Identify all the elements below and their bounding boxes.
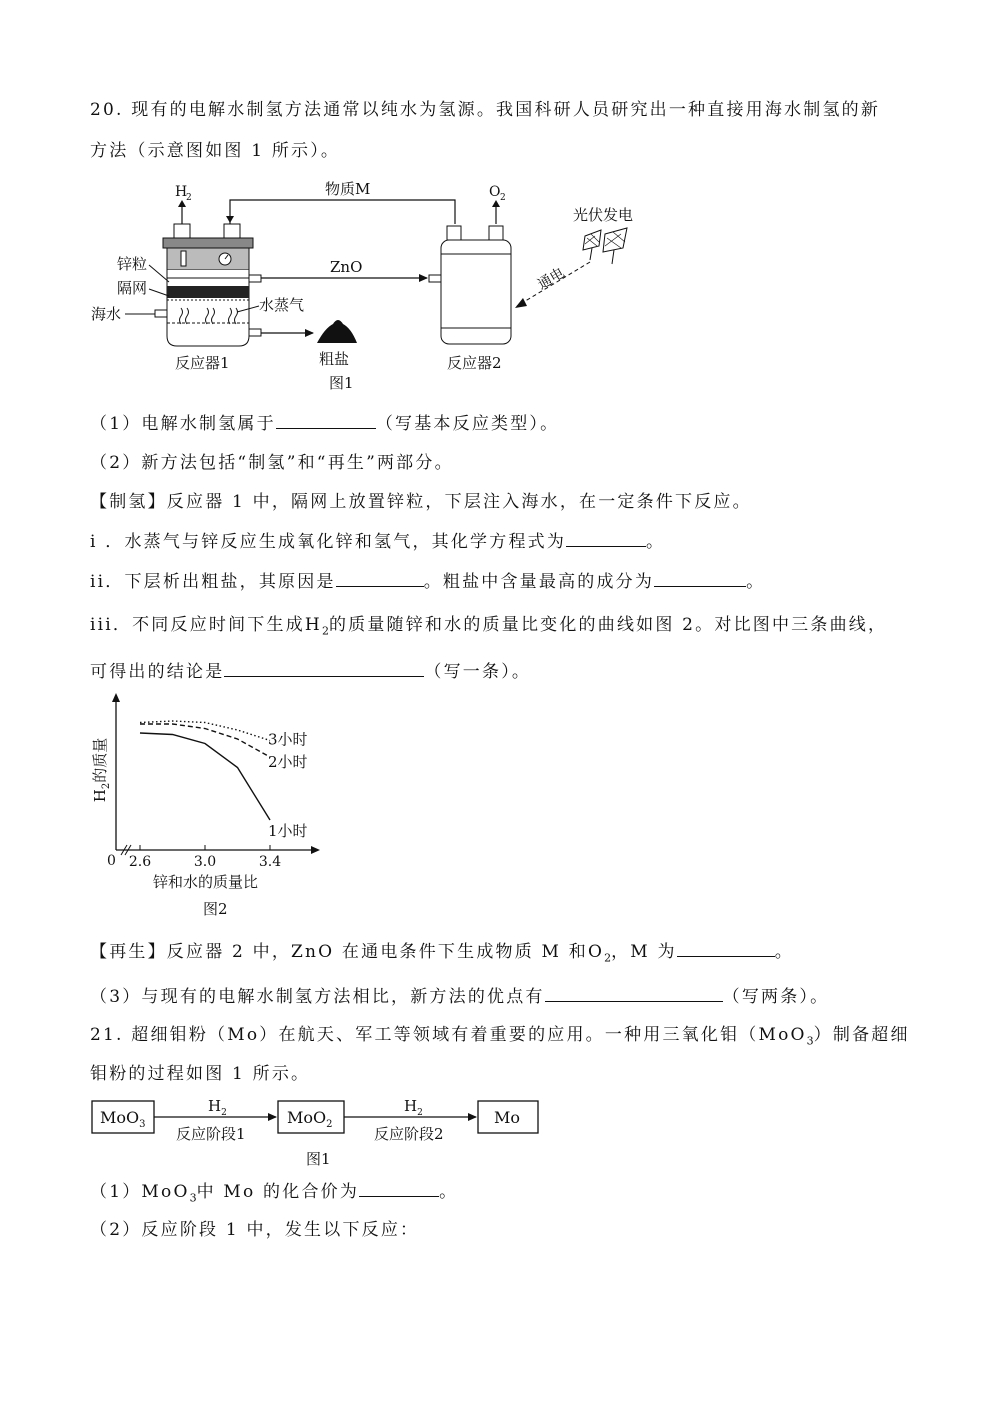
reactor-2	[429, 226, 511, 344]
crude-salt-label: 粗盐	[319, 350, 350, 368]
reactor-diagram	[85, 178, 665, 398]
q20-part3: （3）与现有的电解水制氢方法相比，新方法的优点有 （写两条）。	[90, 987, 830, 1007]
series-label: 3小时	[268, 730, 308, 749]
q20-ii: ii．下层析出粗盐，其原因是 。粗盐中含量最高的成分为 。	[90, 572, 766, 592]
q21-intro-line1: 21. 超细钼粉（Mo）在航天、军工等领域有着重要的应用。一种用三氧化钼（MoO$_3$）制备超细	[90, 1025, 910, 1048]
q21-part1: （1）MoO$_3$中 Mo 的化合价为 。	[90, 1182, 459, 1205]
h2-label: H	[175, 184, 188, 200]
answer-blank[interactable]	[654, 570, 746, 587]
moo2-box: MoO$_2$	[287, 1108, 333, 1130]
q20-part1: （1）电解水制氢属于 （写基本反应类型）。	[90, 414, 560, 434]
y-axis-label: $H_2$的质量	[91, 737, 112, 803]
solar-panel-icon	[583, 228, 627, 264]
q20-zhiqing: 【制氢】反应器 1 中，隔网上放置锌粒，下层注入海水，在一定条件下反应。	[90, 492, 752, 512]
steam-label: 水蒸气	[259, 296, 305, 314]
fig1-caption: 图1	[329, 374, 354, 392]
q20-intro-line1: 20. 现有的电解水制氢方法通常以纯水为氢源。我国科研人员研究出一种直接用海水制氢的新	[90, 100, 881, 120]
svg-text:H2: $H_2$	[208, 1097, 227, 1118]
answer-blank[interactable]	[677, 940, 775, 957]
svg-text:2: 2	[500, 193, 506, 203]
svg-text:H2: $H_2$	[404, 1097, 423, 1118]
answer-blank[interactable]	[224, 660, 424, 677]
q20-iii-cont: 可得出的结论是 （写一条）。	[90, 662, 532, 682]
seawater-label: 海水	[91, 305, 122, 323]
reactor-1	[155, 224, 261, 346]
pv-label: 光伏发电	[573, 206, 634, 224]
x-tick-label: 3.4	[258, 854, 282, 870]
answer-blank[interactable]	[276, 412, 376, 429]
h2-mass-chart	[85, 690, 345, 930]
x-tick-label: 3.0	[193, 854, 217, 870]
stage-2-label: 反应阶段2	[374, 1125, 444, 1143]
series-label: 2小时	[268, 753, 308, 771]
reactor-1-label: 反应器1	[175, 354, 230, 372]
fig1-caption-q21: 图1	[306, 1150, 331, 1168]
stage-1-label: 反应阶段1	[176, 1125, 246, 1143]
zno-label: ZnO	[330, 258, 363, 276]
fig2-caption: 图2	[203, 900, 228, 918]
origin-label: 0	[107, 853, 116, 869]
series-line	[140, 724, 270, 757]
x-tick-label: 2.6	[128, 854, 152, 870]
q20-part2: （2）新方法包括“制氢”和“再生”两部分。	[90, 453, 454, 473]
substance-m-label: 物质M	[325, 180, 371, 198]
q20-iii: iii．不同反应时间下生成$H_2$的质量随锌和水的质量比变化的曲线如图 2。对比图中三条曲线，	[90, 615, 888, 638]
answer-blank[interactable]	[566, 530, 646, 547]
answer-blank[interactable]	[336, 570, 424, 587]
o2-label: O	[489, 184, 501, 200]
svg-text:2: 2	[186, 193, 192, 203]
q21-intro-line2: 钼粉的过程如图 1 所示。	[90, 1064, 311, 1084]
q20-i: i ．水蒸气与锌反应生成氧化锌和氢气，其化学方程式为 。	[90, 532, 666, 552]
zinc-label: 锌粒	[117, 255, 148, 273]
moo3-box: MoO$_3$	[100, 1108, 146, 1130]
mesh-label: 隔网	[117, 279, 148, 297]
reactor-2-label: 反应器2	[447, 354, 502, 372]
q20-zaisheng: 【再生】反应器 2 中，ZnO 在通电条件下生成物质 M 和$O_2$，M 为 。	[90, 942, 794, 965]
answer-blank[interactable]	[359, 1180, 439, 1197]
q21-part2: （2）反应阶段 1 中，发生以下反应：	[90, 1220, 420, 1240]
x-axis-label: 锌和水的质量比	[153, 873, 259, 891]
power-label: 通电	[535, 265, 568, 293]
q20-intro-line2: 方法（示意图如图 1 所示）。	[90, 141, 341, 161]
mo-process-diagram	[90, 1092, 550, 1172]
mo-box: Mo	[494, 1108, 521, 1127]
answer-blank[interactable]	[545, 985, 723, 1002]
series-label: 1小时	[268, 822, 308, 840]
